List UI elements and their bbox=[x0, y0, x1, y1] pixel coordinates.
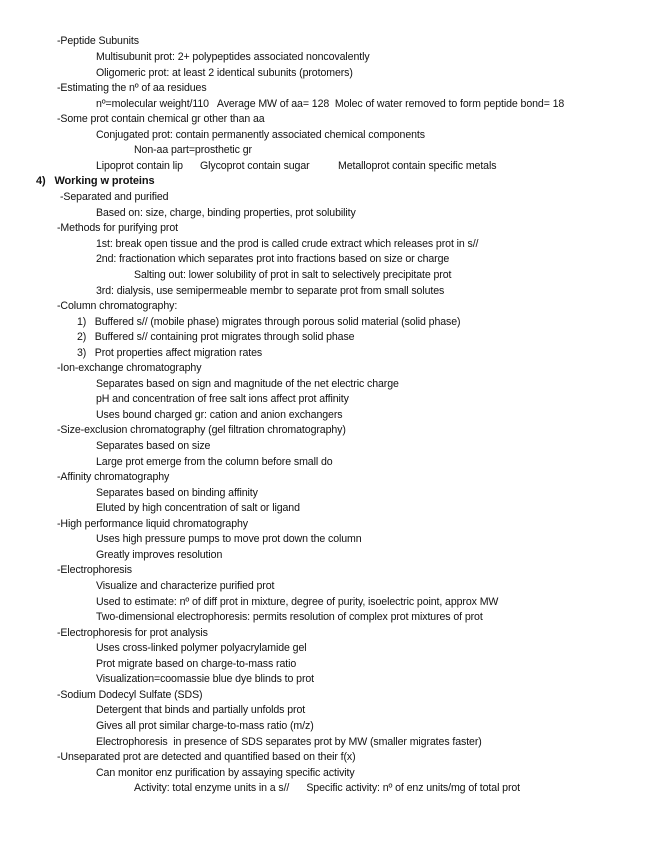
heading-column-chromatography: -Column chromatography: bbox=[57, 300, 178, 312]
heading-peptide-subunits: -Peptide Subunits bbox=[57, 35, 139, 47]
text-line: Detergent that binds and partially unfolds prot bbox=[96, 704, 306, 716]
text-line: Based on: size, charge, binding properties, prot solubility bbox=[96, 207, 356, 219]
text-line: Visualization=coomassie blue dye blinds to prot bbox=[96, 673, 315, 685]
section-heading-working-proteins: 4) Working w proteins bbox=[36, 175, 155, 187]
text-line: 1st: break open tissue and the prod is called crude extract which releases prot in s// bbox=[96, 238, 479, 250]
heading-ion-exchange: -Ion-exchange chromatography bbox=[57, 362, 202, 374]
text-line: Conjugated prot: contain permanently associated chemical components bbox=[96, 129, 425, 141]
heading-electrophoresis: -Electrophoresis bbox=[57, 564, 132, 576]
text-line: Uses bound charged gr: cation and anion exchangers bbox=[96, 409, 343, 421]
text-line: Non-aa part=prosthetic gr bbox=[134, 144, 252, 156]
list-item: 1) Buffered s// (mobile phase) migrates through porous solid material (solid phase) bbox=[77, 316, 461, 328]
text-line: Uses cross-linked polymer polyacrylamide gel bbox=[96, 642, 307, 654]
text-line: Electrophoresis in presence of SDS separates prot by MW (smaller migrates faster) bbox=[96, 736, 482, 748]
heading-sds: -Sodium Dodecyl Sulfate (SDS) bbox=[57, 689, 203, 701]
text-line: nº=molecular weight/110 Average MW of aa= 128 Molec of water removed to form peptide bond= 18 bbox=[96, 98, 565, 110]
text-line: Eluted by high concentration of salt or ligand bbox=[96, 502, 300, 514]
text-line: Large prot emerge from the column before small do bbox=[96, 456, 333, 468]
text-line: 3rd: dialysis, use semipermeable membr to separate prot from small solutes bbox=[96, 285, 445, 297]
text-line: Can monitor enz purification by assaying specific activity bbox=[96, 767, 355, 779]
text-line: Separates based on binding affinity bbox=[96, 487, 258, 499]
heading-affinity: -Affinity chromatography bbox=[57, 471, 170, 483]
text-line: Oligomeric prot: at least 2 identical subunits (protomers) bbox=[96, 67, 353, 79]
text-line: Activity: total enzyme units in a s// Specific activity: nº of enz units/mg of total prot bbox=[134, 782, 521, 794]
text-line: Visualize and characterize purified prot bbox=[96, 580, 275, 592]
text-line: pH and concentration of free salt ions affect prot affinity bbox=[96, 393, 349, 405]
text-line: Gives all prot similar charge-to-mass ratio (m/z) bbox=[96, 720, 314, 732]
heading-unseparated: -Unseparated prot are detected and quantified based on their f(x) bbox=[57, 751, 356, 763]
heading-estimating-aa: -Estimating the nº of aa residues bbox=[57, 82, 207, 94]
text-line: Multisubunit prot: 2+ polypeptides associated noncovalently bbox=[96, 51, 370, 63]
text-line: Salting out: lower solubility of prot in salt to selectively precipitate prot bbox=[134, 269, 452, 281]
text-line: Uses high pressure pumps to move prot down the column bbox=[96, 533, 362, 545]
heading-hplc: -High performance liquid chromatography bbox=[57, 518, 249, 530]
heading-chemical-gr: -Some prot contain chemical gr other than aa bbox=[57, 113, 265, 125]
heading-electrophoresis-analysis: -Electrophoresis for prot analysis bbox=[57, 627, 208, 639]
text-line: Lipoprot contain lip Glycoprot contain sugar Metalloprot contain specific metals bbox=[96, 160, 497, 172]
text-line: Separates based on sign and magnitude of the net electric charge bbox=[96, 378, 399, 390]
list-item: 3) Prot properties affect migration rates bbox=[77, 347, 263, 359]
text-line: 2nd: fractionation which separates prot into fractions based on size or charge bbox=[96, 253, 450, 265]
text-line: Prot migrate based on charge-to-mass ratio bbox=[96, 658, 297, 670]
text-line: Separates based on size bbox=[96, 440, 211, 452]
list-item: 2) Buffered s// containing prot migrates through solid phase bbox=[77, 331, 355, 343]
text-line: Two-dimensional electrophoresis: permits resolution of complex prot mixtures of prot bbox=[96, 611, 483, 623]
heading-size-exclusion: -Size-exclusion chromatography (gel filtration chromatography) bbox=[57, 424, 346, 436]
text-line: Greatly improves resolution bbox=[96, 549, 223, 561]
text-line: Used to estimate: nº of diff prot in mixture, degree of purity, isoelectric point, approx MW bbox=[96, 596, 499, 608]
heading-purifying: -Methods for purifying prot bbox=[57, 222, 178, 234]
heading-separated: -Separated and purified bbox=[60, 191, 169, 203]
